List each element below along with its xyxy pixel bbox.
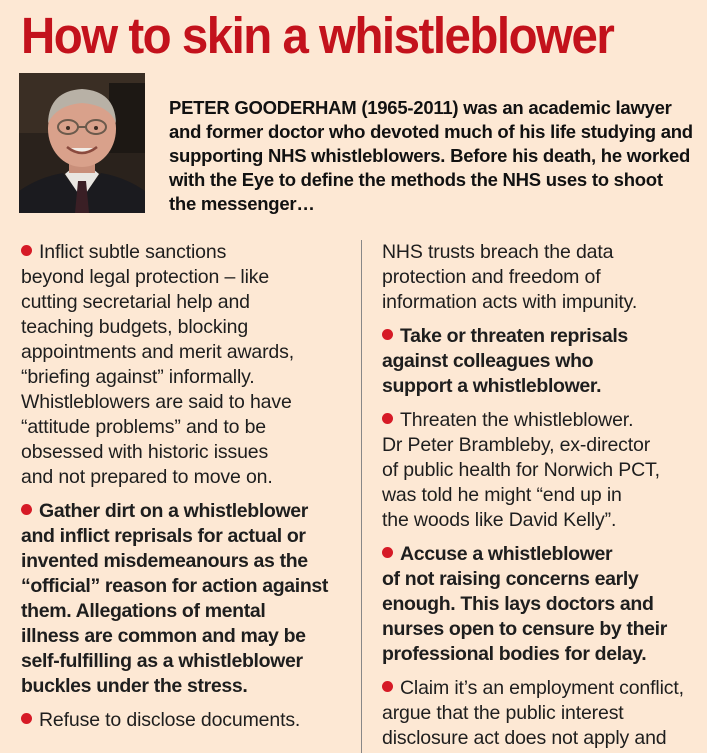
- left-column: [21, 240, 356, 742]
- bullet-point: [21, 240, 356, 490]
- bullet-text: Claim it’s an employment conflict, argue that the public interest disclosure act does not apply and: [382, 677, 684, 749]
- bullet-icon: [382, 547, 393, 558]
- bullet-point: [21, 499, 356, 699]
- continued-text: [382, 240, 702, 315]
- bullet-text: Inflict subtle sanctions beyond legal protection – like cutting secretarial help and teaching budgets, blocking appointments and merit awards, “briefing against” informally. Whistleblowers are said to have “attitude problems” and to be obsessed with historic issues and not prepared to move on.: [21, 241, 294, 488]
- bullet-icon: [382, 329, 393, 340]
- bullet-icon: [382, 413, 393, 424]
- bullet-icon: [382, 681, 393, 692]
- bullet-point: [382, 676, 702, 751]
- bullet-icon: [21, 504, 32, 515]
- column-divider: [361, 240, 362, 753]
- bullet-point: [382, 542, 702, 667]
- bullet-point: [382, 408, 702, 533]
- right-column: [382, 240, 702, 753]
- intro-paragraph: PETER GOODERHAM (1965-2011) was an academic lawyer and former doctor who devoted much of his life studying and supporting NHS whistleblowers. Before his death, he worked with the Eye to define the methods the NHS uses to shoot the messenger…: [169, 97, 693, 214]
- bullet-text: Refuse to disclose documents.: [39, 709, 301, 731]
- portrait-photo: [19, 73, 145, 213]
- bullet-text: Take or threaten reprisals against colleagues who support a whistleblower.: [382, 325, 628, 397]
- bullet-text: Gather dirt on a whistleblower and inflict reprisals for actual or invented misdemeanours as the “official” reason for action against them. Allegations of mental illness are common and may be self-fulfilling as a whistleblower buckles under the stress.: [21, 500, 329, 697]
- bullet-point: [382, 324, 702, 399]
- bullet-icon: [21, 245, 32, 256]
- headline: How to skin a whistleblower: [21, 7, 614, 64]
- paragraph-text: NHS trusts breach the data protection and freedom of information acts with impunity.: [382, 241, 638, 313]
- bullet-icon: [21, 713, 32, 724]
- bullet-point: [21, 708, 356, 733]
- bullet-text: Threaten the whistleblower. Dr Peter Brambleby, ex-director of public health for Norwich PCT, was told he might “end up in the woods like David Kelly”.: [382, 409, 660, 531]
- bullet-text: Accuse a whistleblower of not raising concerns early enough. This lays doctors and nurses open to censure by their professional bodies for delay.: [382, 543, 667, 665]
